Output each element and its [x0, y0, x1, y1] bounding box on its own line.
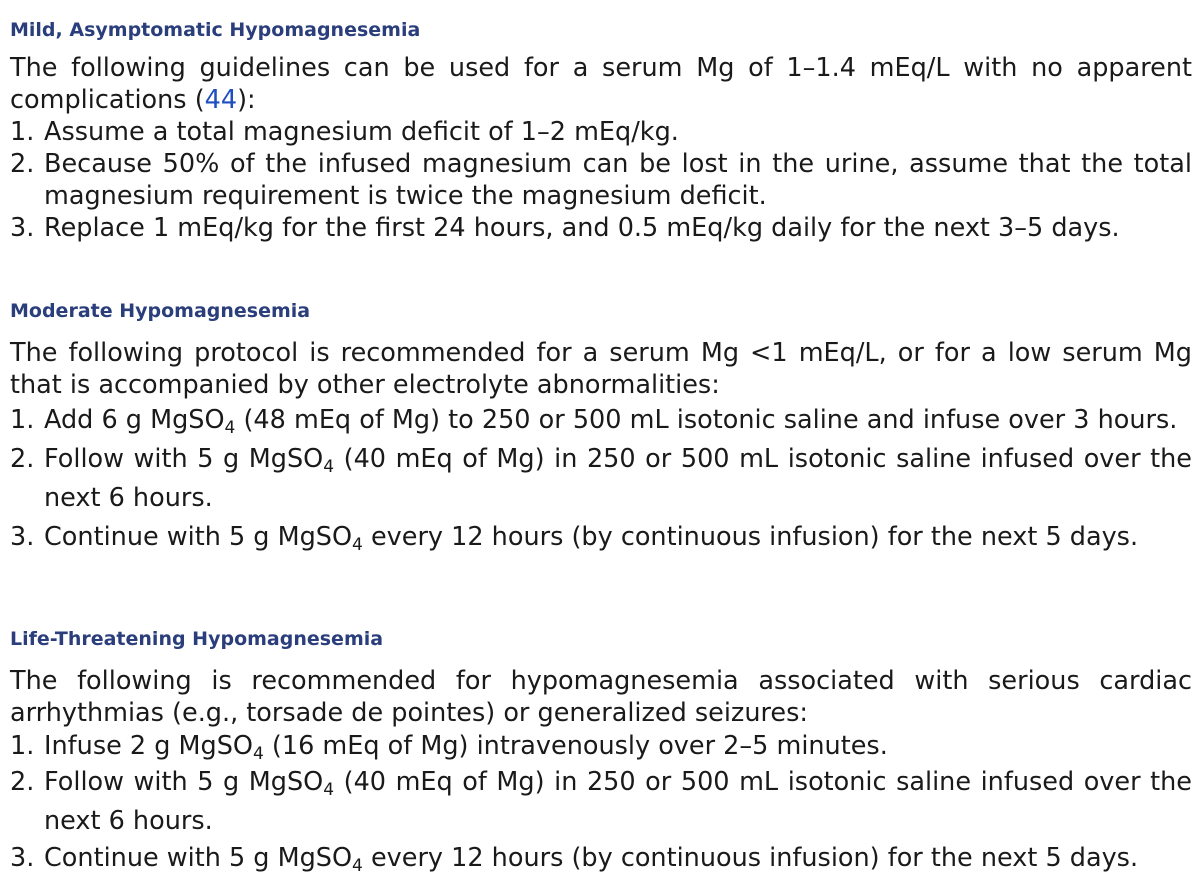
- subscript: 4: [323, 457, 335, 477]
- subscript: 4: [352, 535, 363, 555]
- list-number: 1.: [10, 117, 35, 147]
- list-text-part: (48 mEq of Mg) to 250 or 500 mL isotonic saline and infuse over 3 hours.: [235, 405, 1178, 435]
- subscript: 4: [323, 780, 335, 800]
- list-text-part: Continue with 5 g MgSO: [44, 522, 353, 552]
- list-text: [44, 763, 1192, 841]
- list-number: 2.: [10, 767, 35, 797]
- list-text-part: Continue with 5 g MgSO: [44, 843, 353, 873]
- list-text-part: every 12 hours (by continuous infusion) for the next 5 days.: [362, 522, 1139, 552]
- list-item: [10, 518, 1192, 557]
- section-life-threatening: [10, 627, 1192, 875]
- section-mild: [10, 18, 1192, 244]
- subscript: 4: [352, 856, 363, 876]
- section-intro: The following is recommended for hypomagnesemia associated with serious cardiac arrhythmias (e.g., torsade de pointes) or generalized seizures:: [10, 666, 1192, 728]
- list-text: [44, 518, 1192, 557]
- list-number: 3.: [10, 213, 35, 243]
- list-text: Assume a total magnesium deficit of 1–2 mEq/kg.: [44, 117, 679, 147]
- list-item: [10, 212, 1192, 244]
- section-heading: Moderate Hypomagnesemia: [10, 300, 311, 322]
- list-text-part: Follow with 5 g MgSO: [44, 767, 324, 797]
- list-number: 1.: [10, 731, 35, 761]
- section-moderate: [10, 299, 1192, 557]
- list-text: [44, 841, 1192, 875]
- list-text: [44, 440, 1192, 518]
- list-text: Because 50% of the infused magnesium can be lost in the urine, assume that the total magnesium requirement is twice the magnesium deficit.: [44, 149, 1192, 211]
- section-intro: The following protocol is recommended for a serum Mg <1 mEq/L, or for a low serum Mg that is accompanied by other electrolyte abnormalities:: [10, 338, 1192, 400]
- list-number: 2.: [10, 149, 35, 179]
- list-text-part: Follow with 5 g MgSO: [44, 444, 324, 474]
- list-number: 1.: [10, 405, 35, 435]
- list-item: [10, 440, 1192, 518]
- list-item: [10, 841, 1192, 875]
- intro-text: The following guidelines can be used for a serum Mg of 1–1.4 mEq/L with no apparent complications (: [10, 53, 1192, 115]
- section-intro: [10, 52, 1192, 116]
- section-heading: Life-Threatening Hypomagnesemia: [10, 628, 384, 650]
- list-item: [10, 763, 1192, 841]
- list-text: Replace 1 mEq/kg for the first 24 hours, and 0.5 mEq/kg daily for the next 3–5 days.: [44, 213, 1120, 243]
- subscript: 4: [224, 418, 236, 438]
- section-heading: Mild, Asymptomatic Hypomagnesemia: [10, 19, 421, 41]
- list-text-part: (40 mEq of Mg) in 250 or 500 mL isotonic saline infused over the next 6 hours.: [44, 767, 1192, 836]
- list-text-part: (16 mEq of Mg) intravenously over 2–5 minutes.: [263, 731, 888, 761]
- list-number: 2.: [10, 444, 35, 474]
- list-text: [44, 401, 1192, 440]
- list-item: [10, 116, 1192, 148]
- list-item: [10, 729, 1192, 763]
- list-text-part: (40 mEq of Mg) in 250 or 500 mL isotonic saline infused over the next 6 hours.: [44, 444, 1192, 513]
- subscript: 4: [252, 744, 264, 764]
- list-text: [44, 729, 1192, 763]
- list-number: 3.: [10, 843, 35, 873]
- list-number: 3.: [10, 522, 35, 552]
- intro-text-end: ):: [237, 85, 256, 115]
- list-text-part: every 12 hours (by continuous infusion) for the next 5 days.: [362, 843, 1139, 873]
- reference-link[interactable]: 44: [204, 85, 238, 115]
- list-text-part: Infuse 2 g MgSO: [44, 731, 253, 761]
- list-text-part: Add 6 g MgSO: [44, 405, 225, 435]
- list-item: [10, 401, 1192, 440]
- list-item: [10, 148, 1192, 212]
